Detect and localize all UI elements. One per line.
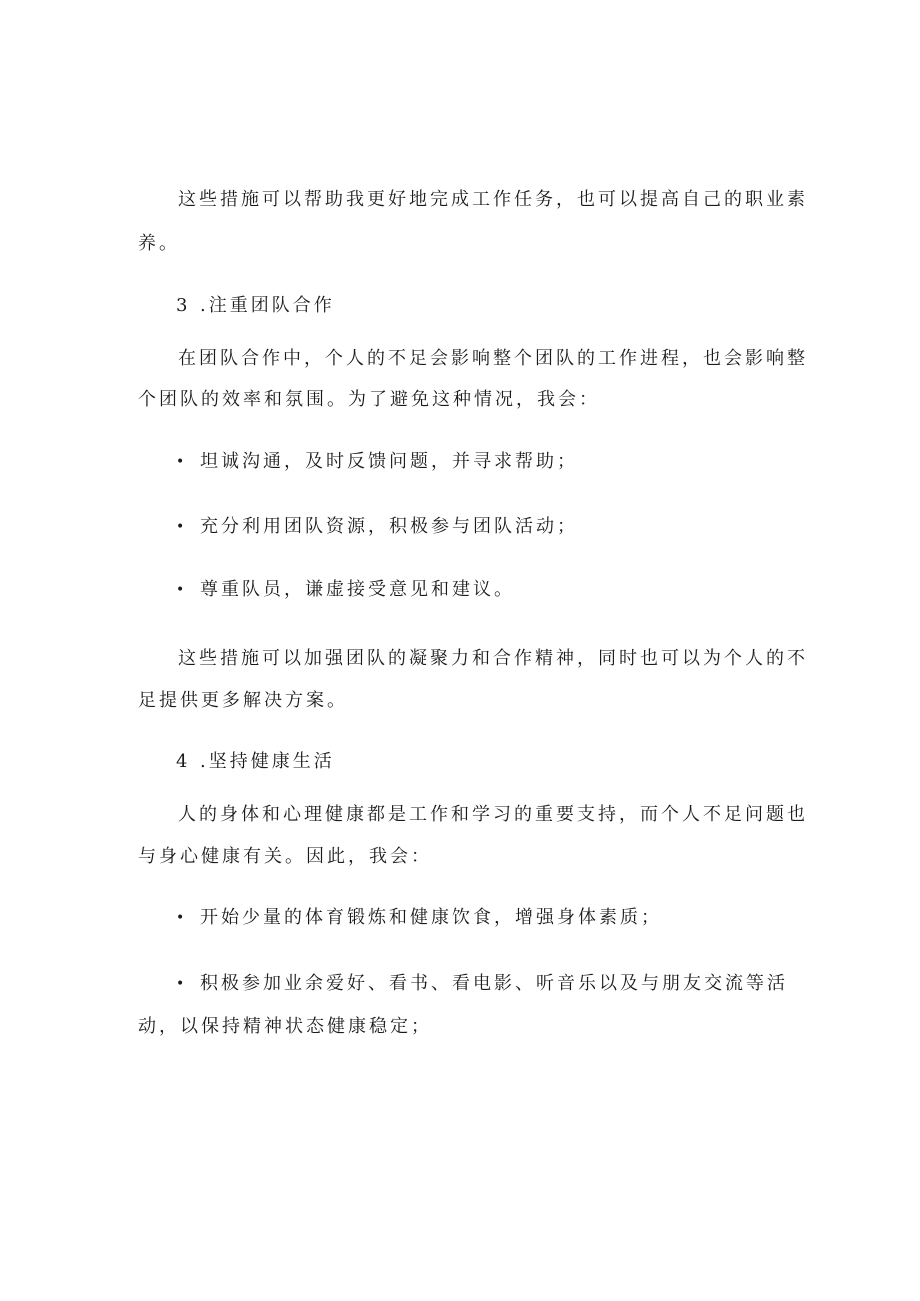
paragraph-line: 在团队合作中，个人的不足会影响整个团队的工作进程，也会影响整 — [178, 348, 808, 369]
bullet-icon: • — [176, 910, 185, 926]
bullet-icon: • — [176, 976, 185, 992]
list-item: 积极参加业余爱好、看书、看电影、听音乐以及与朋友交流等活 — [200, 973, 788, 994]
section-number: 3 — [176, 295, 188, 316]
paragraph-line: 这些措施可以加强团队的凝聚力和合作精神，同时也可以为个人的不 — [178, 648, 808, 669]
paragraph-line: 养。 — [138, 233, 180, 254]
section-title: .注重团队合作 — [200, 295, 335, 316]
bullet-icon: • — [176, 519, 185, 535]
paragraph-line: 人的身体和心理健康都是工作和学习的重要支持，而个人不足问题也 — [178, 804, 808, 825]
paragraph-line: 这些措施可以帮助我更好地完成工作任务，也可以提高自己的职业素 — [178, 189, 808, 210]
list-item-continuation: 动，以保持精神状态健康稳定； — [138, 1016, 432, 1037]
list-item: 尊重队员，谦虚接受意见和建议。 — [200, 579, 515, 600]
paragraph-line: 个团队的效率和氛围。为了避免这种情况，我会： — [138, 389, 600, 410]
bullet-icon: • — [176, 582, 185, 598]
bullet-icon: • — [176, 454, 185, 470]
list-item: 充分利用团队资源，积极参与团队活动； — [200, 516, 578, 537]
paragraph-line: 与身心健康有关。因此，我会： — [138, 846, 432, 867]
section-number: 4 — [176, 751, 188, 772]
paragraph-line: 足提供更多解决方案。 — [138, 690, 348, 711]
list-item: 开始少量的体育锻炼和健康饮食，增强身体素质； — [200, 907, 662, 928]
list-item: 坦诚沟通，及时反馈问题，并寻求帮助； — [200, 451, 578, 472]
section-title: .坚持健康生活 — [200, 751, 335, 772]
